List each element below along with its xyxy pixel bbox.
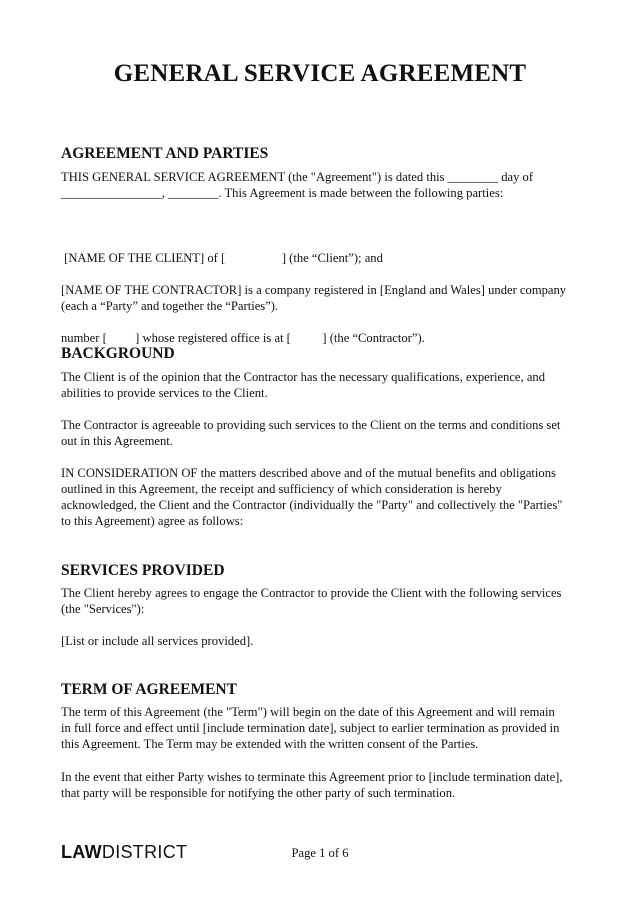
- logo-district: DISTRICT: [101, 842, 188, 862]
- section-heading-parties: AGREEMENT AND PARTIES: [61, 145, 269, 162]
- text-line: abilities to provide services to the Client.: [61, 386, 268, 400]
- text-line: number [ ] whose registered office is at [ ] (the “Contractor”).: [61, 331, 425, 345]
- text-line: (the "Services"):: [61, 602, 145, 616]
- paragraph: [61, 169, 581, 201]
- paragraph: [61, 769, 581, 801]
- text-line: that party will be responsible for notifying the other party of such termination.: [61, 786, 456, 800]
- paragraph: [61, 704, 581, 752]
- text-line: The Client is of the opinion that the Contractor has the necessary qualifications, experience, and: [61, 370, 546, 384]
- paragraph: [61, 465, 581, 529]
- text-line: In the event that either Party wishes to terminate this Agreement prior to [include termination date],: [61, 770, 563, 784]
- paragraph: [61, 298, 581, 314]
- paragraph: [61, 633, 581, 649]
- text-line: The Contractor is agreeable to providing such services to the Client on the terms and conditions set: [61, 418, 561, 432]
- logo-law: LAW: [61, 842, 102, 862]
- text-line: this Agreement. The Term may be extended with the written consent of the Parties.: [61, 737, 479, 751]
- section-heading-term: TERM OF AGREEMENT: [61, 681, 237, 698]
- paragraph: [61, 369, 581, 401]
- paragraph: [61, 585, 581, 617]
- section-heading-services: SERVICES PROVIDED: [61, 562, 225, 579]
- text-line: in full force and effect until [include termination date], subject to earlier termination as provided in: [61, 721, 560, 735]
- document-title: GENERAL SERVICE AGREEMENT: [113, 60, 527, 87]
- text-line: outlined in this Agreement, the receipt and sufficiency of which consideration is hereby: [61, 482, 502, 496]
- text-line: IN CONSIDERATION OF the matters described above and of the mutual benefits and obligations: [61, 466, 556, 480]
- paragraph: [61, 417, 581, 449]
- text-line: to this Agreement) agree as follows:: [61, 514, 244, 528]
- text-line: acknowledged, the Client and the Contractor (individually the "Party" and collectively the "Parties": [61, 498, 563, 512]
- text-line: THIS GENERAL SERVICE AGREEMENT (the "Agreement") is dated this ________ day of: [61, 170, 534, 184]
- text-line: [NAME OF THE CLIENT] of [ ] (the “Client”); and: [61, 251, 383, 265]
- text-line: (each a “Party” and together the “Parties”).: [61, 299, 279, 313]
- text-line: out in this Agreement.: [61, 434, 173, 448]
- section-heading-background: BACKGROUND: [61, 345, 175, 362]
- text-line: [List or include all services provided].: [61, 634, 254, 648]
- text-line: The Client hereby agrees to engage the Contractor to provide the Client with the following services: [61, 586, 562, 600]
- page-number: Page 1 of 6: [291, 846, 349, 860]
- text-line: The term of this Agreement (the "Term") will begin on the date of this Agreement and will remain: [61, 705, 555, 719]
- text-line: ________________, ________. This Agreement is made between the following parties:: [61, 186, 504, 200]
- text-line: [NAME OF THE CONTRACTOR] is a company registered in [England and Wales] under company: [61, 283, 567, 297]
